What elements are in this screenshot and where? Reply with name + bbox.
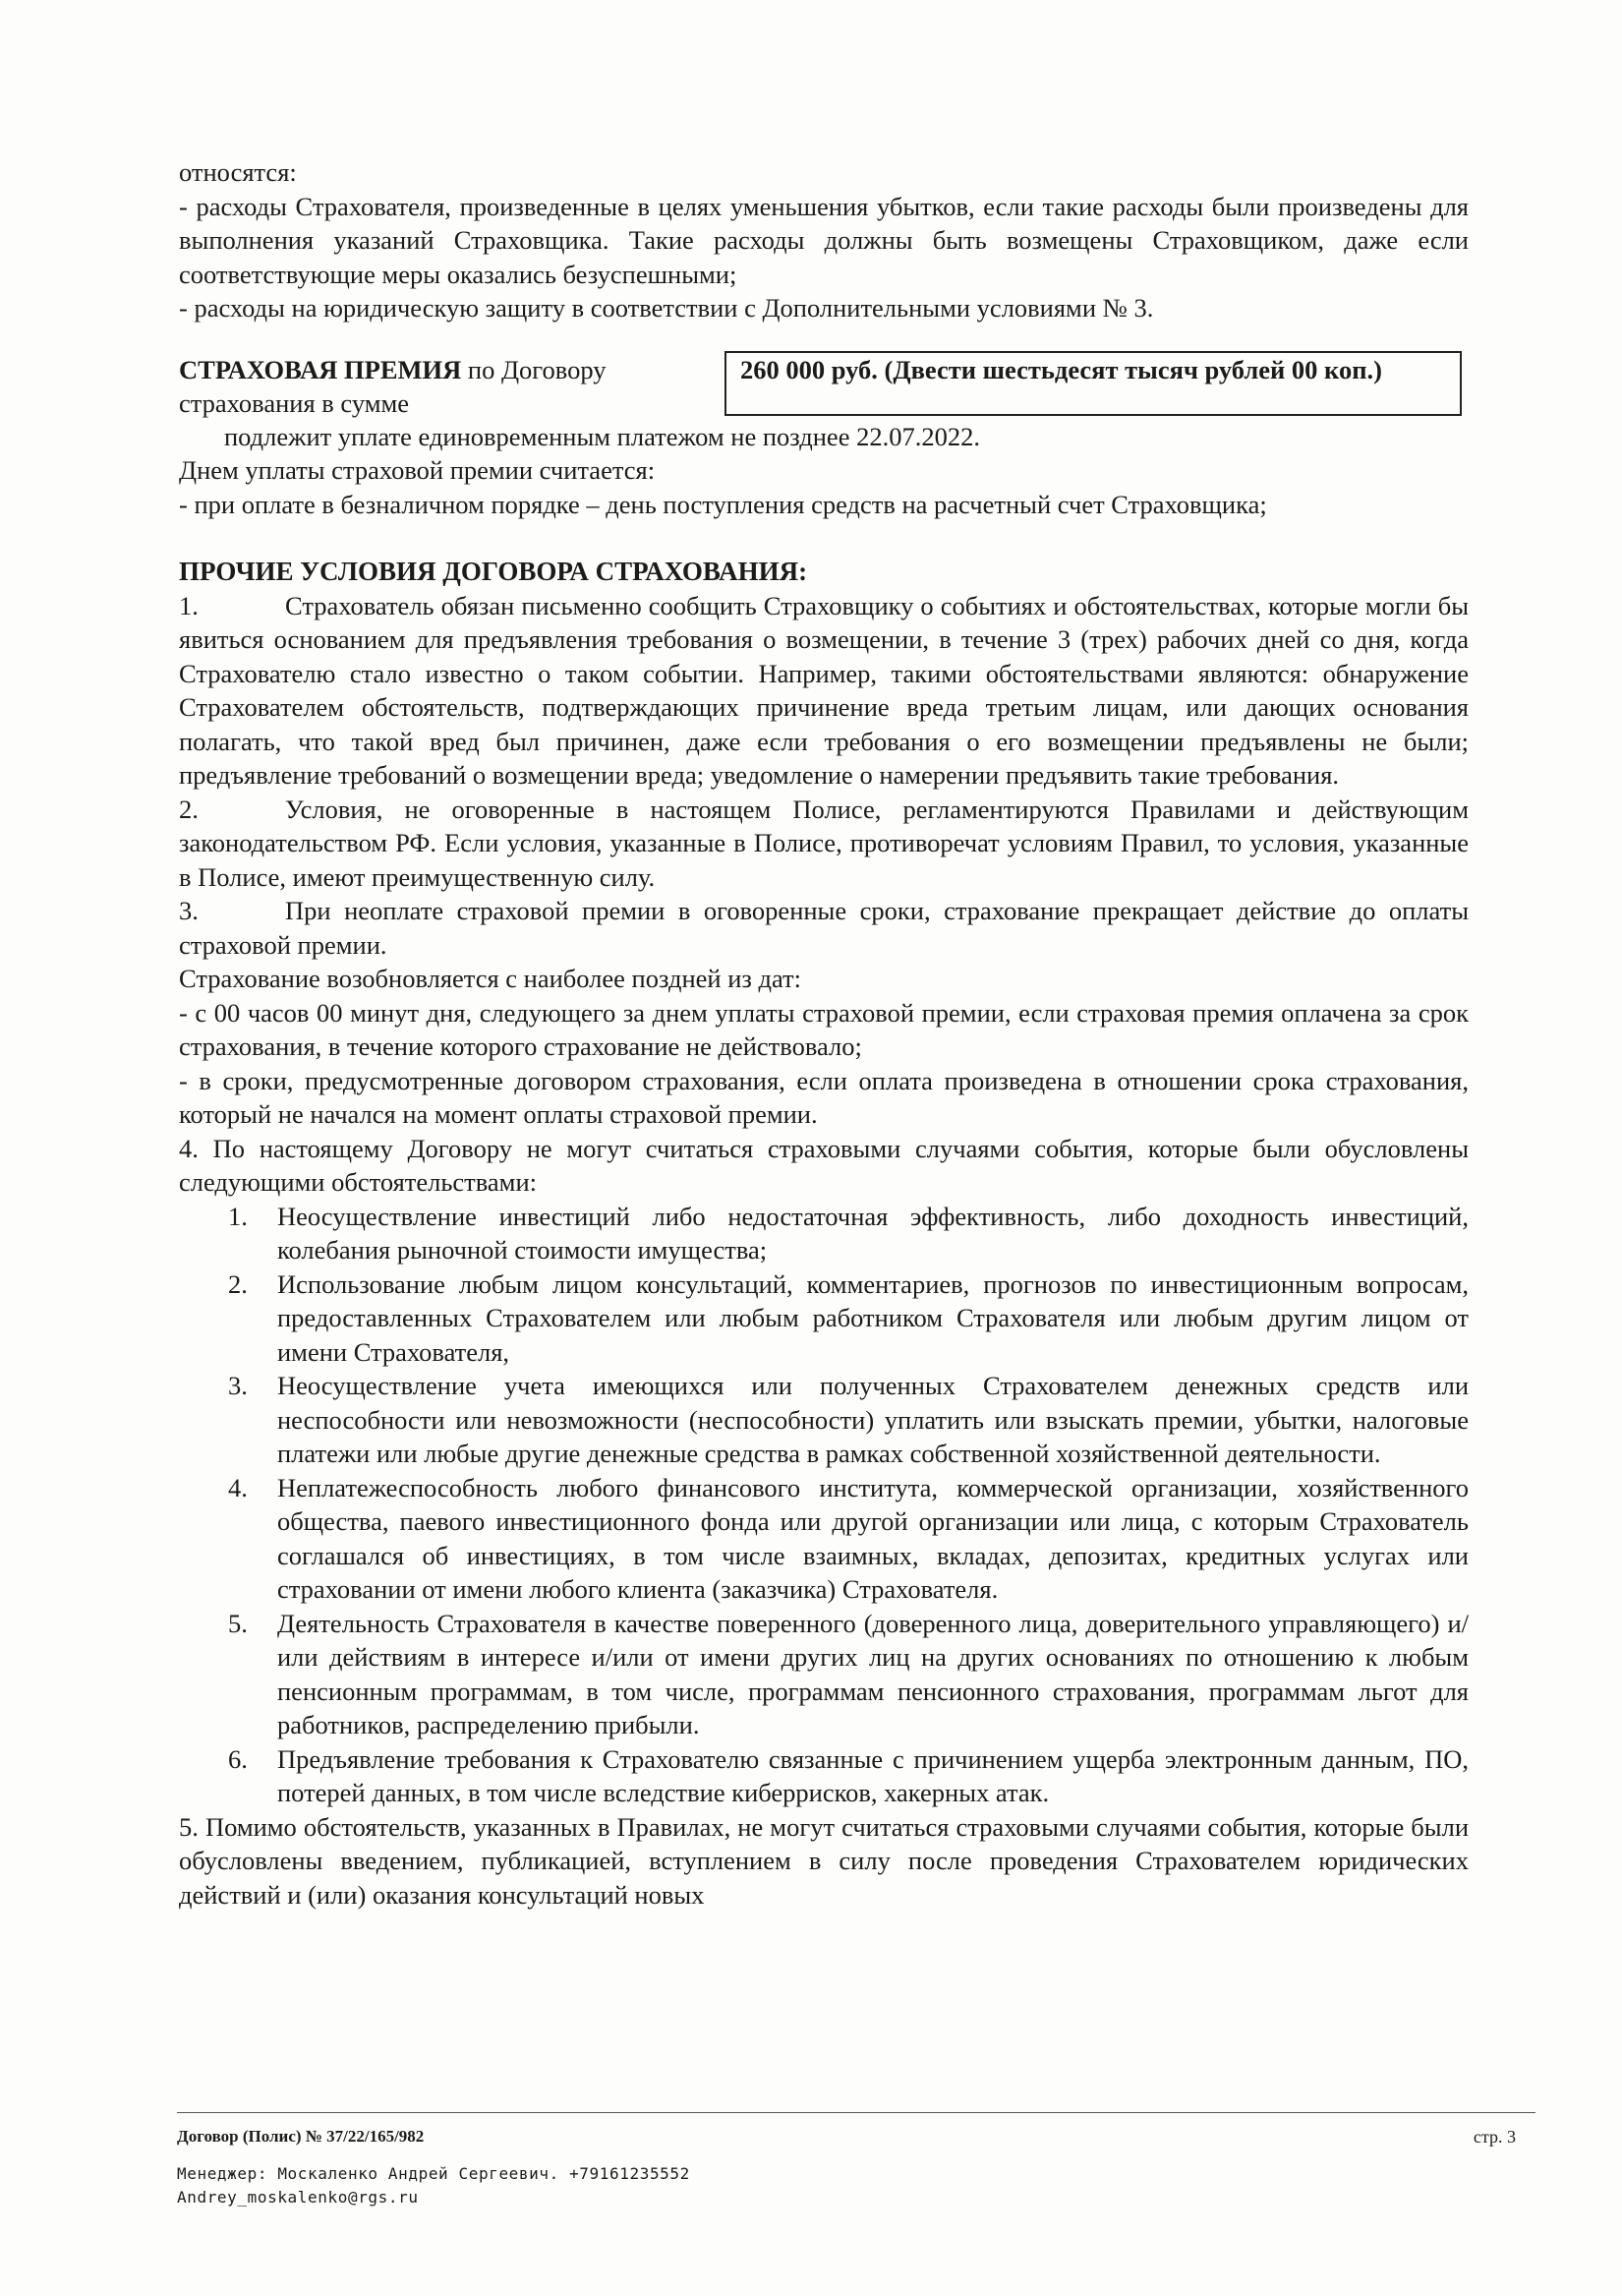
section-title: ПРОЧИЕ УСЛОВИЯ ДОГОВОРА СТРАХОВАНИЯ: xyxy=(179,557,808,586)
document-body xyxy=(179,155,1469,1912)
premium-label xyxy=(179,353,710,421)
premium-day-intro: Днем уплаты страховой премии считается: xyxy=(179,455,656,485)
resume-intro: Страхование возобновляется с наиболее поздней из дат: xyxy=(179,964,801,993)
clause-5: 5. Помимо обстоятельств, указанных в Правилах, не могут считаться страховыми случаями события, которые были обусловлены введением, публикацией, вступлением в силу после проведения Страхователем юридических действий и (или) оказания консультаций новых xyxy=(179,1811,1469,1910)
exclusion-item xyxy=(179,1369,1469,1471)
clause-1 xyxy=(179,589,1469,793)
exclusion-list xyxy=(179,1200,1469,1810)
exclusion-number: 1. xyxy=(228,1201,248,1231)
exclusion-text: Неплатежеспособность любого финансового института, коммерческой организации, хозяйственного общества, паевого инвестиционного фонда или другой организации или лица, с которым Страхователь соглашался об инвестициях, в том числе взаимных, вкладах, депозитах, кредитных услугах или страховании от имени любого клиента (заказчика) Страхователя. xyxy=(277,1472,1469,1604)
exclusion-text: Неосуществление инвестиций либо недостаточная эффективность, либо доходность инвестиций, колебания рыночной стоимости имущества; xyxy=(277,1201,1469,1265)
page-number: стр. 3 xyxy=(1473,2127,1516,2147)
premium-label-bold: СТРАХОВАЯ ПРЕМИЯ xyxy=(179,354,462,384)
exclusion-number: 4. xyxy=(228,1472,248,1502)
exclusion-text: Деятельность Страхователя в качестве поверенного (доверенного лица, доверительного управляющего) и/или действиям в интересе и/или от имени других лиц на других основаниях по отношению к любым пенсионным программам, в том числе, программам пенсионного страхования, программам льгот для работников, распределению прибыли. xyxy=(277,1608,1469,1739)
premium-amount-box: 260 000 руб. (Двести шестьдесят тысяч рублей 00 коп.) xyxy=(724,351,1462,416)
exclusion-text: Использование любым лицом консультаций, комментариев, прогнозов по инвестиционным вопросам, предоставленных Страхователем или любым работником Страхователя или любым другим лицом от имени Страхователя, xyxy=(277,1268,1469,1367)
clause-number: 1. xyxy=(179,590,199,620)
exclusion-text: Неосуществление учета имеющихся или полученных Страхователем денежных средств или неспособности или невозможности (неспособности) уплатить или взыскать премии, убытки, налоговые платежи или любые другие денежные средства в рамках собственной хозяйственной деятельности. xyxy=(277,1371,1469,1468)
intro-line: относятся: xyxy=(179,157,297,187)
expense-item: - расходы Страхователя, произведенные в целях уменьшения убытков, если такие расходы были произведены для выполнения указаний Страховщика. Такие расходы должны быть возмещены Страховщиком, даже если соответствующие меры оказались безуспешными; xyxy=(179,191,1469,289)
premium-block xyxy=(179,353,1469,420)
premium-day-rule: - при оплате в безналичном порядке – день поступления средств на расчетный счет Страховщика; xyxy=(179,489,1267,519)
expense-item: - расходы на юридическую защиту в соответствии с Дополнительными условиями № 3. xyxy=(179,293,1154,323)
clause-3 xyxy=(179,894,1469,962)
clause-text: Условия, не оговоренные в настоящем Полисе, регламентируются Правилами и действующим законодательством РФ. Если условия, указанные в Полисе, противоречат условиям Правил, то условия, указанные в Полисе, имеют преимущественную силу. xyxy=(179,794,1469,892)
premium-label-rest: по Договору страхования в сумме xyxy=(179,354,607,418)
clause-number: 2. xyxy=(179,794,199,824)
exclusion-item xyxy=(179,1267,1469,1370)
clause-text: Страхователь обязан письменно сообщить Страховщику о событиях и обстоятельствах, которые могли бы явиться основанием для предъявления требования о возмещении, в течение 3 (трех) рабочих дней со дня, когда Страхователю стало известно о таком событии. Например, такими обстоятельствами являются: обнаружение Страхователем обстоятельств, подтверждающих причинение вреда третьим лицам, или дающих основания полагать, что такой вред был причинен, даже если требования о его возмещении предъявлены не были; предъявление требований о возмещении вреда; уведомление о намерении предъявить такие требования. xyxy=(179,590,1469,790)
clause-2 xyxy=(179,793,1469,895)
exclusion-text: Предъявление требования к Страхователю связанные с причинением ущерба электронным данным, ПО, потерей данных, в том числе вследствие киберрисков, хакерных атак. xyxy=(277,1743,1469,1807)
exclusion-item xyxy=(179,1200,1469,1267)
clause-text: При неоплате страховой премии в оговоренные сроки, страхование прекращает действие до оплаты страховой премии. xyxy=(179,896,1469,960)
premium-due: подлежит уплате единовременным платежом не позднее 22.07.2022. xyxy=(224,421,980,451)
exclusion-item xyxy=(179,1742,1469,1810)
clause-4: 4. По настоящему Договору не могут считаться страховыми случаями события, которые были обусловлены следующими обстоятельствами: xyxy=(179,1133,1469,1197)
resume-item: - с 00 часов 00 минут дня, следующего за днем уплаты страховой премии, если страховая премия оплачена за срок страхования, в течение которого страхование не действовало; xyxy=(179,997,1469,1061)
footer-manager: Менеджер: Москаленко Андрей Сергеевич. +79161235552 xyxy=(177,2164,690,2183)
clause-number: 3. xyxy=(179,896,199,925)
footer-email: Andrey_moskalenko@rgs.ru xyxy=(177,2188,419,2207)
resume-item: - в сроки, предусмотренные договором страхования, если оплата произведена в отношении срока страхования, который не начался на момент оплаты страховой премии. xyxy=(179,1065,1469,1129)
footer-contract-number: Договор (Полис) № 37/22/165/982 xyxy=(177,2127,425,2146)
exclusion-number: 6. xyxy=(228,1743,248,1774)
exclusion-number: 3. xyxy=(228,1371,248,1400)
exclusion-number: 5. xyxy=(228,1608,248,1638)
exclusion-number: 2. xyxy=(228,1268,248,1299)
exclusion-item xyxy=(179,1607,1469,1742)
page-footer xyxy=(177,2112,1535,2207)
exclusion-item xyxy=(179,1471,1469,1607)
